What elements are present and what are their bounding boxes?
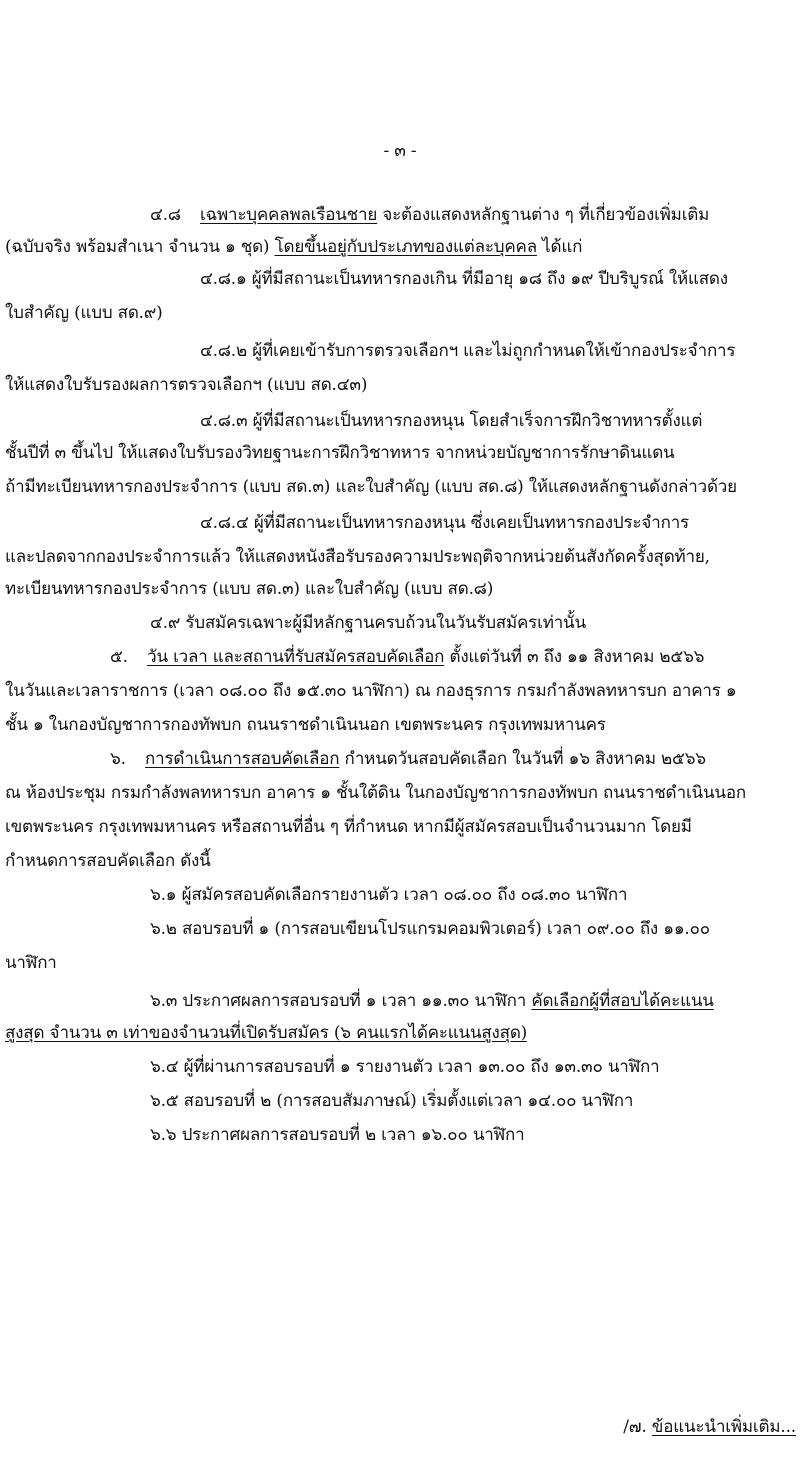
section-text: จะต้องแสดงหลักฐานต่าง ๆ ที่เกี่ยวข้องเพิ่มเติม (382, 205, 710, 225)
section-6-6: ๖.๖ ประกาศผลการสอบรอบที่ ๒ เวลา ๑๖.๐๐ นาฬิกา (150, 1125, 525, 1145)
section-text: ตั้งแต่วันที่ ๓ ถึง ๑๑ สิงหาคม ๒๕๖๖ (449, 647, 705, 667)
section-4-9: ๔.๙ รับสมัครเฉพาะผู้มีหลักฐานครบถ้วนในวันรับสมัครเท่านั้น (150, 613, 586, 633)
footer-next-heading: ข้อแนะนำเพิ่มเติม... (651, 1417, 796, 1437)
continuation-footer (0, 1416, 800, 1438)
section-underlined-text: โดยขึ้นอยู่กับประเภทของแต่ละบุคคล (274, 237, 537, 257)
section-number: ๖. (110, 749, 126, 769)
footer-prefix: /๗. (623, 1417, 647, 1437)
section-5-line-3: ชั้น ๑ ในกองบัญชาการกองทัพบก ถนนราชดำเนินนอก เขตพระนคร กรุงเทพมหานคร (5, 715, 606, 735)
section-underlined-text: คัดเลือกผู้ที่สอบได้คะแนน (531, 991, 714, 1011)
section-text: ๖.๓ ประกาศผลการสอบรอบที่ ๑ เวลา ๑๑.๓๐ นาฬิกา (150, 991, 527, 1011)
section-6-1: ๖.๑ ผู้สมัครสอบคัดเลือกรายงานตัว เวลา ๐๘.๐๐ ถึง ๐๘.๓๐ นาฬิกา (150, 885, 628, 905)
section-underlined-text: สูงสุด จำนวน ๓ เท่าของจำนวนที่เปิดรับสมัคร (๖ คนแรกได้คะแนนสูงสุด) (5, 1023, 528, 1043)
section-6-4: ๖.๔ ผู้ที่ผ่านการสอบรอบที่ ๑ รายงานตัว เวลา ๑๓.๐๐ ถึง ๑๓.๓๐ นาฬิกา (150, 1057, 660, 1077)
section-5-line-1 (110, 646, 800, 668)
section-heading: เฉพาะบุคคลพลเรือนชาย (200, 205, 378, 225)
section-6-3-line-2 (5, 1022, 800, 1044)
section-4-8-4-line-1: ๔.๘.๔ ผู้ที่มีสถานะเป็นทหารกองหนุน ซึ่งเคยเป็นทหารกองประจำการ (200, 513, 689, 533)
section-6-2-line-1: ๖.๒ สอบรอบที่ ๑ (การสอบเขียนโปรแกรมคอมพิวเตอร์) เวลา ๐๙.๐๐ ถึง ๑๑.๐๐ (150, 919, 710, 939)
section-4-8-3-line-2: ชั้นปีที่ ๓ ขึ้นไป ให้แสดงใบรับรองวิทยฐานะการฝึกวิชาทหาร จากหน่วยบัญชาการรักษาดินแดน (5, 443, 675, 463)
section-number: ๕. (110, 647, 128, 667)
section-6-line-2: ณ ห้องประชุม กรมกำลังพลทหารบก อาคาร ๑ ชั้นใต้ดิน ในกองบัญชาการกองทัพบก ถนนราชดำเนินนอก (5, 783, 746, 803)
section-text: ได้แก่ (542, 237, 583, 257)
section-heading: วัน เวลา และสถานที่รับสมัครสอบคัดเลือก (147, 647, 445, 667)
section-6-line-1 (110, 748, 800, 770)
section-4-8-1-line-1: ๔.๘.๑ ผู้ที่มีสถานะเป็นทหารกองเกิน ที่มีอายุ ๑๘ ถึง ๑๙ ปีบริบูรณ์ ให้แสดง (200, 269, 728, 289)
section-4-8-line-2 (5, 236, 800, 258)
section-4-8-3-line-3: ถ้ามีทะเบียนทหารกองประจำการ (แบบ สด.๓) และใบสำคัญ (แบบ สด.๘) ให้แสดงหลักฐานดังกล่าวด้วย (5, 477, 737, 497)
section-4-8-line-1 (150, 204, 800, 226)
section-6-5: ๖.๕ สอบรอบที่ ๒ (การสอบสัมภาษณ์) เริ่มตั้งแต่เวลา ๑๔.๐๐ นาฬิกา (150, 1091, 634, 1111)
section-5-line-2: ในวันและเวลาราชการ (เวลา ๐๘.๐๐ ถึง ๑๕.๓๐ นาฬิกา) ณ กองธุรการ กรมกำลังพลทหารบก อาคาร ๑ (5, 681, 737, 701)
page-number: - ๓ - (383, 141, 417, 161)
section-6-line-3: เขตพระนคร กรุงเทพมหานคร หรือสถานที่อื่น ๆ ที่กำหนด หากมีผู้สมัครสอบเป็นจำนวนมาก โดยมี (5, 817, 692, 837)
section-4-8-2-line-2: ให้แสดงใบรับรองผลการตรวจเลือกฯ (แบบ สด.๔๓) (5, 375, 368, 395)
section-6-line-4: กำหนดการสอบคัดเลือก ดังนี้ (5, 851, 211, 871)
section-number: ๔.๘ (150, 205, 181, 225)
section-text: (ฉบับจริง พร้อมสำเนา จำนวน ๑ ชุด) (5, 237, 270, 257)
section-6-2-line-2: นาฬิกา (5, 953, 57, 973)
section-4-8-1-line-2: ใบสำคัญ (แบบ สด.๙) (5, 303, 163, 323)
section-4-8-3-line-1: ๔.๘.๓ ผู้ที่มีสถานะเป็นทหารกองหนุน โดยสำเร็จการฝึกวิชาทหารตั้งแต่ (200, 411, 703, 431)
section-4-8-2-line-1: ๔.๘.๒ ผู้ที่เคยเข้ารับการตรวจเลือกฯ และไม่ถูกกำหนดให้เข้ากองประจำการ (200, 341, 736, 361)
section-heading: การดำเนินการสอบคัดเลือก (145, 749, 340, 769)
section-6-3-line-1 (150, 990, 800, 1012)
section-4-8-4-line-2: และปลดจากกองประจำการแล้ว ให้แสดงหนังสือรับรองความประพฤติจากหน่วยต้นสังกัดครั้งสุดท้าย, (5, 547, 710, 567)
section-4-8-4-line-3: ทะเบียนทหารกองประจำการ (แบบ สด.๓) และใบสำคัญ (แบบ สด.๘) (5, 579, 494, 599)
section-text: กำหนดวันสอบคัดเลือก ในวันที่ ๑๖ สิงหาคม ๒๕๖๖ (344, 749, 706, 769)
